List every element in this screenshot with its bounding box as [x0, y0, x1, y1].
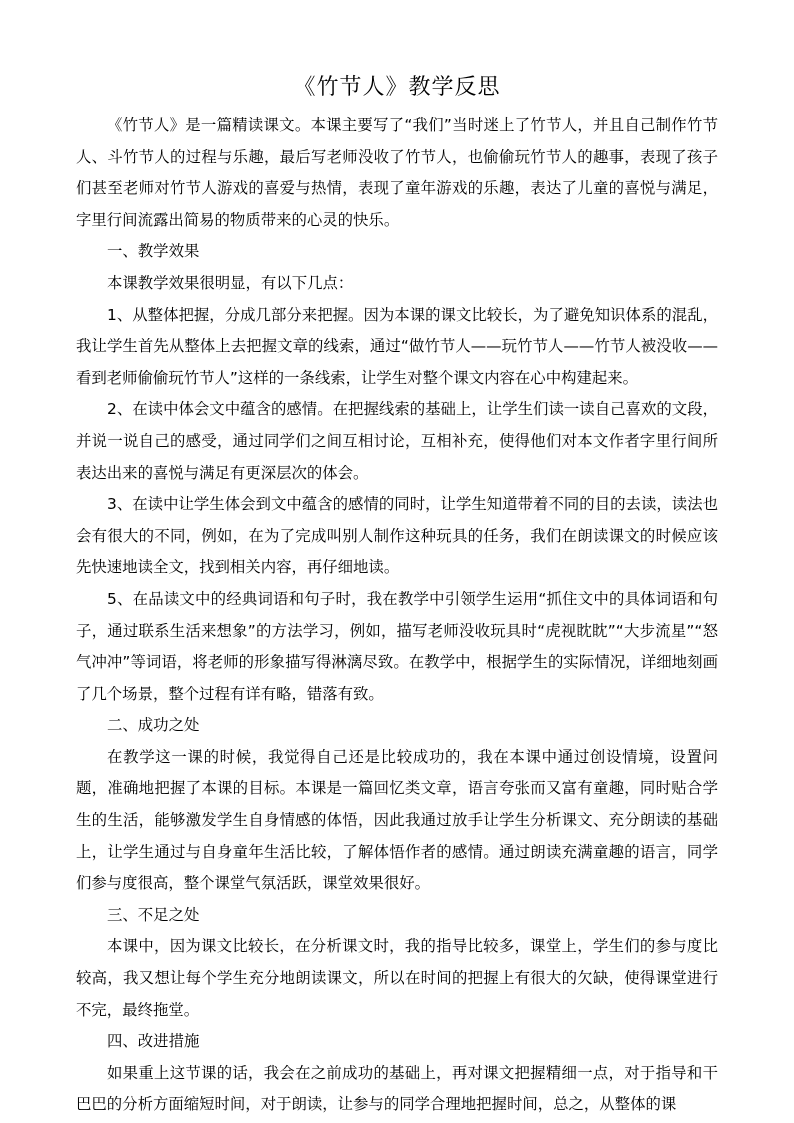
point-paragraph-1: 1、从整体把握，分成几部分来把握。因为本课的课文比较长，为了避免知识体系的混乱，我让学生首先从整体上去把握文章的线索，通过“做竹节人——玩竹节人——竹节人被没收——看到老师偷偷玩竹节人”这样的一条线索，让学生对整个课文内容在心中构建起来。	[76, 305, 718, 387]
section-lead-paragraph: 本课教学效果很明显，有以下几点：	[107, 273, 354, 292]
improvements-paragraph: 如果重上这节课的话，我会在之前成功的基础上，再对课文把握精细一点，对于指导和干巴巴的分析方面缩短时间，对于朗读，让参与的同学合理地把握时间，总之，从整体的课	[76, 1063, 718, 1114]
section-heading-improvements: 四、改进措施	[107, 1032, 200, 1051]
section-heading-teaching-effect: 一、教学效果	[107, 242, 200, 261]
shortcomings-paragraph: 本课中，因为课文比较长，在分析课文时，我的指导比较多，课堂上，学生们的参与度比较高，我又想让每个学生充分地朗读课文，所以在时间的把握上有很大的欠缺，使得课堂进行不完，最终拖堂。	[76, 937, 718, 1019]
point-paragraph-2: 2、在读中体会文中蕴含的感情。在把握线索的基础上，让学生们读一读自己喜欢的文段，并说一说自己的感受，通过同学们之间互相讨论，互相补充，使得他们对本文作者字里行间所表达出来的喜悦与满足有更深层次的体会。	[76, 400, 718, 482]
point-paragraph-3: 3、在读中让学生体会到文中蕴含的感情的同时，让学生知道带着不同的目的去读，读法也会有很大的不同，例如，在为了完成叫别人制作这种玩具的任务，我们在朗读课文的时候应该先快速地读全文，找到相关内容，再仔细地读。	[76, 495, 718, 577]
intro-paragraph: 《竹节人》是一篇精读课文。本课主要写了“我们”当时迷上了竹节人，并且自己制作竹节人、斗竹节人的过程与乐趣，最后写老师没收了竹节人，也偷偷玩竹节人的趣事，表现了孩子们甚至老师对竹节人游戏的喜爱与热情，表现了童年游戏的乐趣，表达了儿童的喜悦与满足，字里行间流露出简易的物质带来的心灵的快乐。	[76, 116, 718, 229]
point-paragraph-5: 5、在品读文中的经典词语和句子时，我在教学中引领学生运用“抓住文中的具体词语和句子，通过联系生活来想象”的方法学习，例如，描写老师没收玩具时“虎视眈眈”“大步流星”“怒气冲冲”等词语，将老师的形象描写得淋漓尽致。在教学中，根据学生的实际情况，详细地刻画了几个场景，整个过程有详有略，错落有致。	[76, 589, 718, 703]
section-heading-success: 二、成功之处	[107, 716, 200, 735]
section-heading-shortcomings: 三、不足之处	[107, 905, 200, 924]
document-page	[76, 72, 718, 1121]
document-title: 《竹节人》教学反思	[293, 75, 501, 100]
success-paragraph: 在教学这一课的时候，我觉得自己还是比较成功的，我在本课中通过创设情境，设置问题，准确地把握了本课的目标。本课是一篇回忆类文章，语言夸张而又富有童趣，同时贴合学生的生活，能够激发学生自身情感的体悟，因此我通过放手让学生分析课文、充分朗读的基础上，让学生通过与自身童年生活比较，了解体悟作者的感情。通过朗读充满童趣的语言，同学们参与度很高，整个课堂气氛活跃，课堂效果很好。	[76, 747, 718, 893]
